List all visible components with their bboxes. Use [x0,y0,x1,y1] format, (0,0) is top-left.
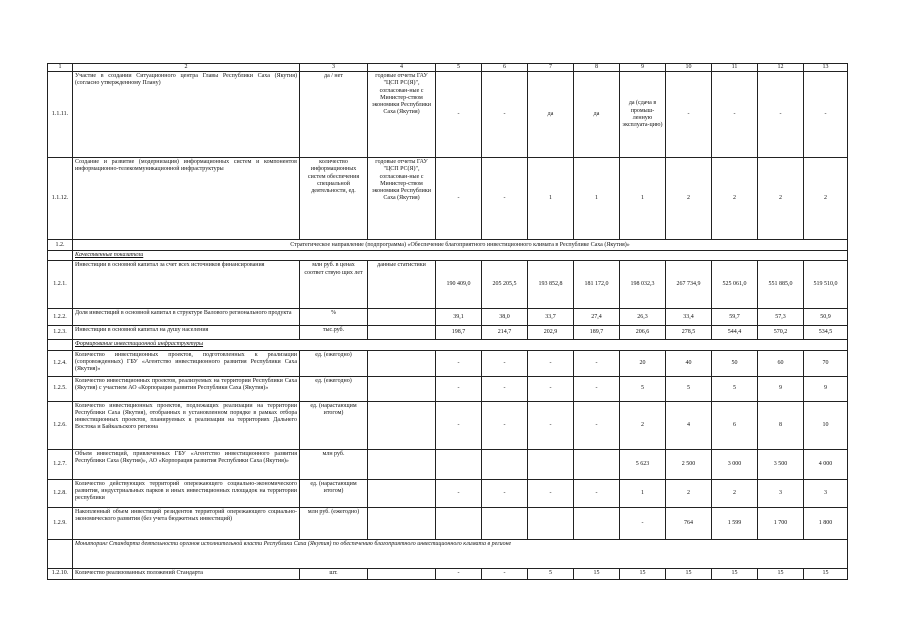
value-cell: - [436,401,482,449]
value-cell: 1 [620,479,666,507]
value-cell: 4 [666,401,712,449]
value-cell: 3 500 [758,449,804,479]
value-cell: 40 [666,350,712,376]
source-cell [368,309,436,326]
value-cell: 189,7 [574,326,620,340]
value-cell: 15 [666,568,712,579]
unit-cell: млн руб. [300,449,368,479]
value-cell: 5 [528,568,574,579]
table-row [48,326,848,340]
value-cell: 2 [758,158,804,240]
value-cell: да [574,72,620,158]
value-cell: 2 [712,158,758,240]
value-cell: 764 [666,507,712,539]
row-number: 1.2.1. [48,261,73,309]
column-number: 1 [48,64,73,72]
indicator-name: Объем инвестиций, привлеченных ГБУ «Агентство инвестиционного развития Республики Саха (Якутия)», АО «Корпорация развития Республики Саха (Якутия)» [73,449,300,479]
empty-cell [48,539,73,568]
row-number: 1.2.10. [48,568,73,579]
column-number: 4 [368,64,436,72]
value-cell: 2 [620,401,666,449]
value-cell [482,507,528,539]
value-cell: 39,1 [436,309,482,326]
value-cell: - [482,158,528,240]
row-number: 1.2.7. [48,449,73,479]
unit-cell: млн руб. (ежегодно) [300,507,368,539]
row-number: 1.1.11. [48,72,73,158]
value-cell: - [528,401,574,449]
row-number: 1.2.9. [48,507,73,539]
column-number: 5 [436,64,482,72]
value-cell: - [666,72,712,158]
value-cell: 1 [620,158,666,240]
table-row [48,568,848,579]
column-number: 3 [300,64,368,72]
value-cell: 10 [804,401,848,449]
subsection-infra [48,340,848,350]
value-cell [574,449,620,479]
value-cell: 33,7 [528,309,574,326]
value-cell: 9 [804,376,848,401]
unit-cell: шт. [300,568,368,579]
value-cell: 8 [758,401,804,449]
row-number: 1.2.3. [48,326,73,340]
value-cell: - [574,401,620,449]
subsection-quality [48,251,848,261]
value-cell: да [528,72,574,158]
value-cell: 3 000 [712,449,758,479]
value-cell: 5 [666,376,712,401]
row-number: 1.2.8. [48,479,73,507]
unit-cell: ед. (нарастающим итогом) [300,479,368,507]
value-cell: - [436,72,482,158]
value-cell: 544,4 [712,326,758,340]
column-number: 7 [528,64,574,72]
value-cell: 4 000 [804,449,848,479]
value-cell: 26,3 [620,309,666,326]
value-cell: - [804,72,848,158]
subsection-infra-text: Формирование инвестиционной инфраструктуры [73,340,848,350]
value-cell: 205 205,5 [482,261,528,309]
value-cell: - [436,479,482,507]
value-cell: - [528,376,574,401]
value-cell: 519 510,0 [804,261,848,309]
value-cell [528,449,574,479]
subsection-standard [48,539,848,568]
source-cell [368,326,436,340]
table-row [48,507,848,539]
indicator-name: Создание и развитие (модернизация) информационных систем и компонентов информационно-телекоммуникационной инфраструктуры [73,158,300,240]
value-cell: 3 [804,479,848,507]
table-row [48,261,848,309]
column-number: 2 [73,64,300,72]
source-cell [368,350,436,376]
value-cell: 5 623 [620,449,666,479]
indicator-name: Инвестиции в основной капитал за счет всех источников финансирования [73,261,300,309]
value-cell: - [528,350,574,376]
table-row [48,309,848,326]
value-cell: - [620,507,666,539]
source-cell: годовые отчеты ГАУ "ЦСП РС(Я)", согласован-ные с Министер-ством экономики Республики Саха (Якутия) [368,158,436,240]
value-cell: 278,5 [666,326,712,340]
source-cell: данные статистики [368,261,436,309]
value-cell: да (сдача в промыш-ленную эксплуата-цию) [620,72,666,158]
value-cell: 57,3 [758,309,804,326]
indicator-name: Количество действующих территорий опережающего социально-экономического развития, индустриальных парков и иных инвестиционных площадок на территории республики [73,479,300,507]
value-cell: 20 [620,350,666,376]
source-cell [368,479,436,507]
value-cell: - [436,350,482,376]
value-cell: 190 409,0 [436,261,482,309]
value-cell: 27,4 [574,309,620,326]
value-cell: 6 [712,401,758,449]
value-cell: - [482,350,528,376]
source-cell [368,401,436,449]
unit-cell: млн руб. в ценах соответ ствую щих лет [300,261,368,309]
value-cell: 59,7 [712,309,758,326]
value-cell: - [482,568,528,579]
value-cell: 551 885,0 [758,261,804,309]
indicator-name: Количество инвестиционных проектов, реализуемых на территории Республики Саха (Якутия) с участием АО «Корпорация развития Республики Саха (Якутия)» [73,376,300,401]
indicator-name: Количество инвестиционных проектов, подлежащих реализации на территории Республики Саха (Якутия), отобранных в установленном порядке в рамках отбора инвестиционных проектов, планируемых к реализации на территориях Дальнего Востока и Байкальского региона [73,401,300,449]
row-number: 1.2.4. [48,350,73,376]
row-number: 1.2.5. [48,376,73,401]
section-title: Стратегическое направление (подпрограмма) «Обеспечение благоприятного инвестиционного климата в Республике Саха (Якутия)» [73,240,848,251]
value-cell [482,449,528,479]
table-row [48,350,848,376]
table-row [48,72,848,158]
value-cell: 33,4 [666,309,712,326]
source-cell: годовые отчеты ГАУ "ЦСП РС(Я)", согласован-ные с Министер-ством экономики Республики Саха (Якутия) [368,72,436,158]
indicator-name: Накопленный объем инвестиций резидентов территорий опережающего социально-экономического развития (без учета бюджетных инвестиций) [73,507,300,539]
indicators-table [47,63,848,580]
value-cell: 2 [666,479,712,507]
indicator-name: Количество инвестиционных проектов, подготовленных к реализации (сопровожденных) ГБУ «Агентство инвестиционного развития Республики Саха (Якутия)» [73,350,300,376]
value-cell: - [482,401,528,449]
value-cell [436,507,482,539]
table-row [48,158,848,240]
value-cell: 70 [804,350,848,376]
value-cell: - [482,376,528,401]
unit-cell: ед. (нарастающим итогом) [300,401,368,449]
section-number: 1.2. [48,240,73,251]
source-cell [368,449,436,479]
unit-cell: тыс.руб. [300,326,368,340]
value-cell: - [574,350,620,376]
value-cell: - [436,376,482,401]
indicator-name: Участие в создании Ситуационного центра Главы Республики Саха (Якутия) (согласно утвержденному Плану) [73,72,300,158]
value-cell: - [574,479,620,507]
value-cell: 15 [620,568,666,579]
source-cell [368,507,436,539]
value-cell: 15 [758,568,804,579]
value-cell: 1 [528,158,574,240]
value-cell: 50 [712,350,758,376]
empty-cell [48,251,73,261]
value-cell: 1 [574,158,620,240]
value-cell: 214,7 [482,326,528,340]
value-cell: 525 061,0 [712,261,758,309]
value-cell [528,507,574,539]
subsection-standard-text: Мониторинг Стандарта деятельности органов исполнительной власти Республики Саха (Якутия) по обеспечению благоприятного инвестиционного климата в регионе [73,539,848,568]
unit-cell: ед. (ежегодно) [300,376,368,401]
value-cell: 50,9 [804,309,848,326]
value-cell: 534,5 [804,326,848,340]
value-cell: 181 172,0 [574,261,620,309]
source-cell [368,568,436,579]
value-cell: 2 [666,158,712,240]
value-cell: 9 [758,376,804,401]
value-cell: - [482,479,528,507]
value-cell: - [574,376,620,401]
table-row [48,376,848,401]
column-number: 6 [482,64,528,72]
column-number: 12 [758,64,804,72]
value-cell: 15 [574,568,620,579]
column-numbers-row [48,64,848,72]
row-number: 1.2.6. [48,401,73,449]
row-number: 1.1.12. [48,158,73,240]
value-cell: - [712,72,758,158]
unit-cell: % [300,309,368,326]
value-cell: 2 500 [666,449,712,479]
value-cell: 1 700 [758,507,804,539]
value-cell [574,507,620,539]
value-cell: - [482,72,528,158]
value-cell: 3 [758,479,804,507]
value-cell: 5 [712,376,758,401]
value-cell: 198 032,3 [620,261,666,309]
value-cell: - [528,479,574,507]
table-row [48,449,848,479]
column-number: 9 [620,64,666,72]
section-row [48,240,848,251]
value-cell: 1 599 [712,507,758,539]
value-cell: 206,6 [620,326,666,340]
unit-cell: да / нет [300,72,368,158]
value-cell: 267 734,9 [666,261,712,309]
value-cell: 15 [712,568,758,579]
value-cell: 2 [804,158,848,240]
column-number: 11 [712,64,758,72]
value-cell: 5 [620,376,666,401]
value-cell: 1 800 [804,507,848,539]
indicator-name: Доля инвестиций в основной капитал в структуре Валового регионального продукта [73,309,300,326]
value-cell: 193 852,8 [528,261,574,309]
source-cell [368,376,436,401]
value-cell: 2 [712,479,758,507]
row-number: 1.2.2. [48,309,73,326]
table-row [48,479,848,507]
value-cell: 570,2 [758,326,804,340]
unit-cell: ед. (ежегодно) [300,350,368,376]
subsection-quality-text: Качественные показатели [73,251,848,261]
indicator-name: Инвестиции в основной капитал на душу населения [73,326,300,340]
table-row [48,401,848,449]
indicator-name: Количество реализованных положений Стандарта [73,568,300,579]
value-cell: - [758,72,804,158]
empty-cell [48,340,73,350]
value-cell: 60 [758,350,804,376]
column-number: 8 [574,64,620,72]
value-cell: 198,7 [436,326,482,340]
value-cell: 38,0 [482,309,528,326]
value-cell: 202,9 [528,326,574,340]
value-cell: 15 [804,568,848,579]
value-cell [436,449,482,479]
value-cell: - [436,158,482,240]
value-cell: - [436,568,482,579]
column-number: 10 [666,64,712,72]
column-number: 13 [804,64,848,72]
unit-cell: количество информационных систем обеспечения специальной деятельности, ед. [300,158,368,240]
